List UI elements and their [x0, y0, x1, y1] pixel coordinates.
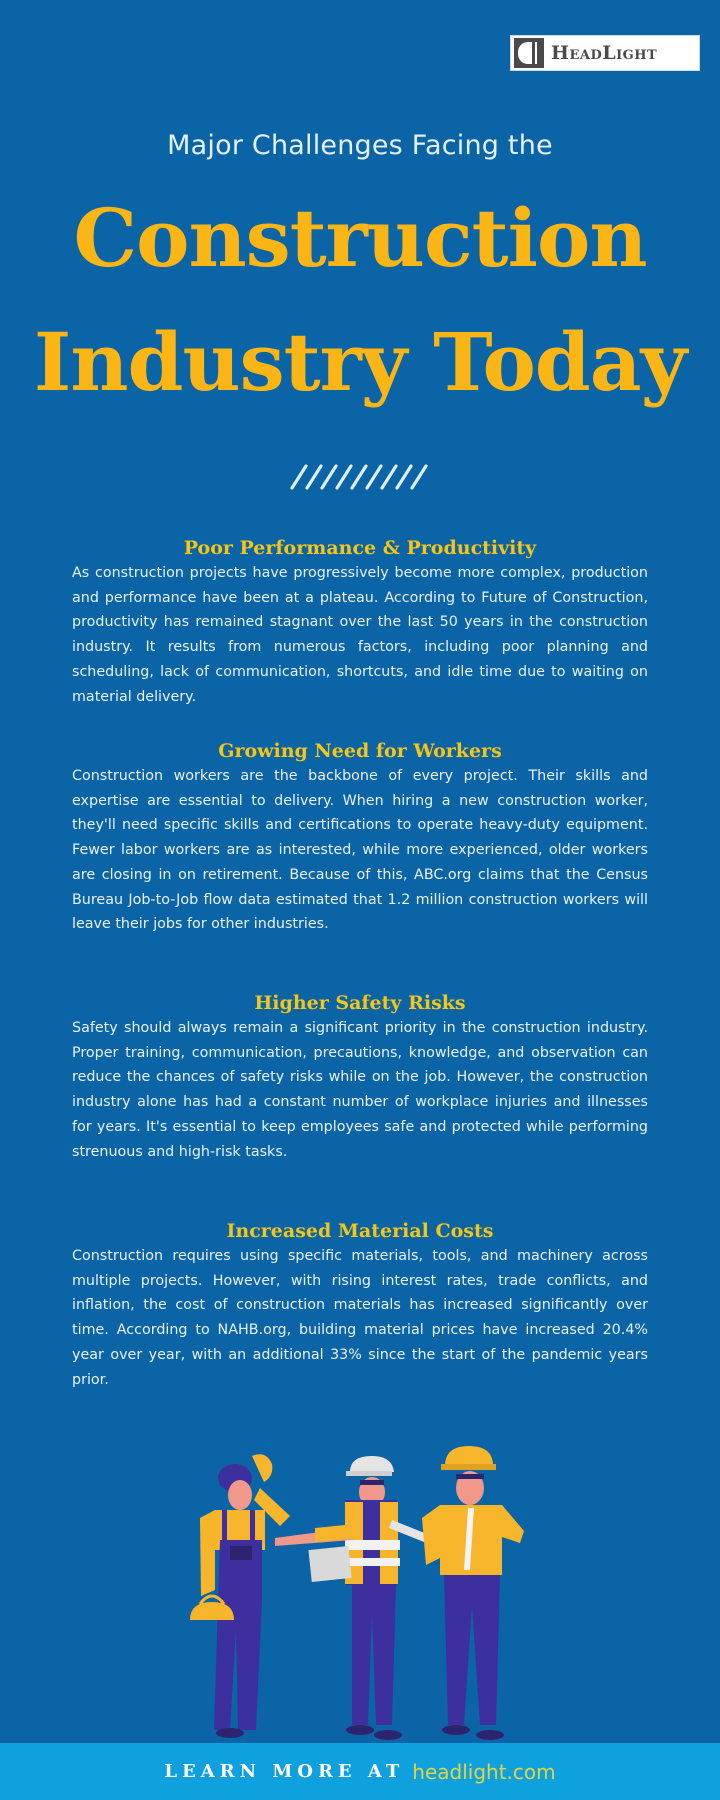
section-heading: Poor Performance & Productivity [183, 537, 537, 559]
diagonal-slashes-divider-icon [288, 462, 432, 492]
worker-right-figure [422, 1446, 524, 1740]
construction-workers-illustration [160, 1400, 560, 1745]
section-heading: Increased Material Costs [226, 1220, 494, 1242]
page-subtitle: Major Challenges Facing the [167, 130, 553, 161]
section-heading: Higher Safety Risks [254, 992, 466, 1014]
section-body: As construction projects have progressively become more complex, production and performance have been at a plateau. According to Future of Construction, productivity has remained stagnant over the last 50 years in the construction industry. It results from numerous factors, including poor planning and scheduling, lack of communication, shortcuts, and idle time due to waiting on material delivery. [72, 565, 648, 705]
page-title-line-1: Construction [73, 191, 647, 285]
section-safety-risks [72, 990, 648, 1164]
footer-website-link[interactable]: headlight.com [412, 1759, 556, 1784]
footer-cta-text: LEARN MORE AT [164, 1761, 405, 1782]
section-material-costs [72, 1218, 648, 1392]
section-body: Construction workers are the backbone of every project. Their skills and expertise are essential to delivery. When hiring a new construction worker, they'll need specific skills and certifications to operate heavy-duty equipment. Fewer labor workers are as interested, while more experienced, older workers are closing in on retirement. Because of this, ABC.org claims that the Census Bureau Job-to-Job flow data estimated that 1.2 million construction workers will leave their jobs for other industries. [72, 768, 648, 933]
worker-left-figure [190, 1454, 290, 1738]
section-growing-need-workers [72, 738, 648, 937]
worker-middle-figure [275, 1456, 447, 1740]
page-title-line-2: Industry Today [33, 315, 687, 409]
footer-cta-bar [0, 1743, 720, 1800]
headlight-logo [510, 35, 700, 71]
section-body: Construction requires using specific materials, tools, and machinery across multiple projects. However, with rising interest rates, trade conflicts, and inflation, the cost of construction materials has increased significantly over time. According to NAHB.org, building material prices have increased 20.4% year over year, with an additional 33% since the start of the pandemic years prior. [72, 1248, 648, 1388]
section-body: Safety should always remain a significant priority in the construction industry. Proper training, communication, precautions, knowledge, and observation can reduce the chances of safety risks while on the job. However, the construction industry alone has had a constant number of workplace injuries and illnesses for years. It's essential to keep employees safe and protected while performing strenuous and high-risk tasks. [72, 1020, 648, 1160]
logo-text: HeadLight [551, 42, 658, 64]
headlight-lamp-icon [514, 38, 544, 68]
section-poor-performance [72, 535, 648, 709]
section-heading: Growing Need for Workers [218, 740, 502, 762]
